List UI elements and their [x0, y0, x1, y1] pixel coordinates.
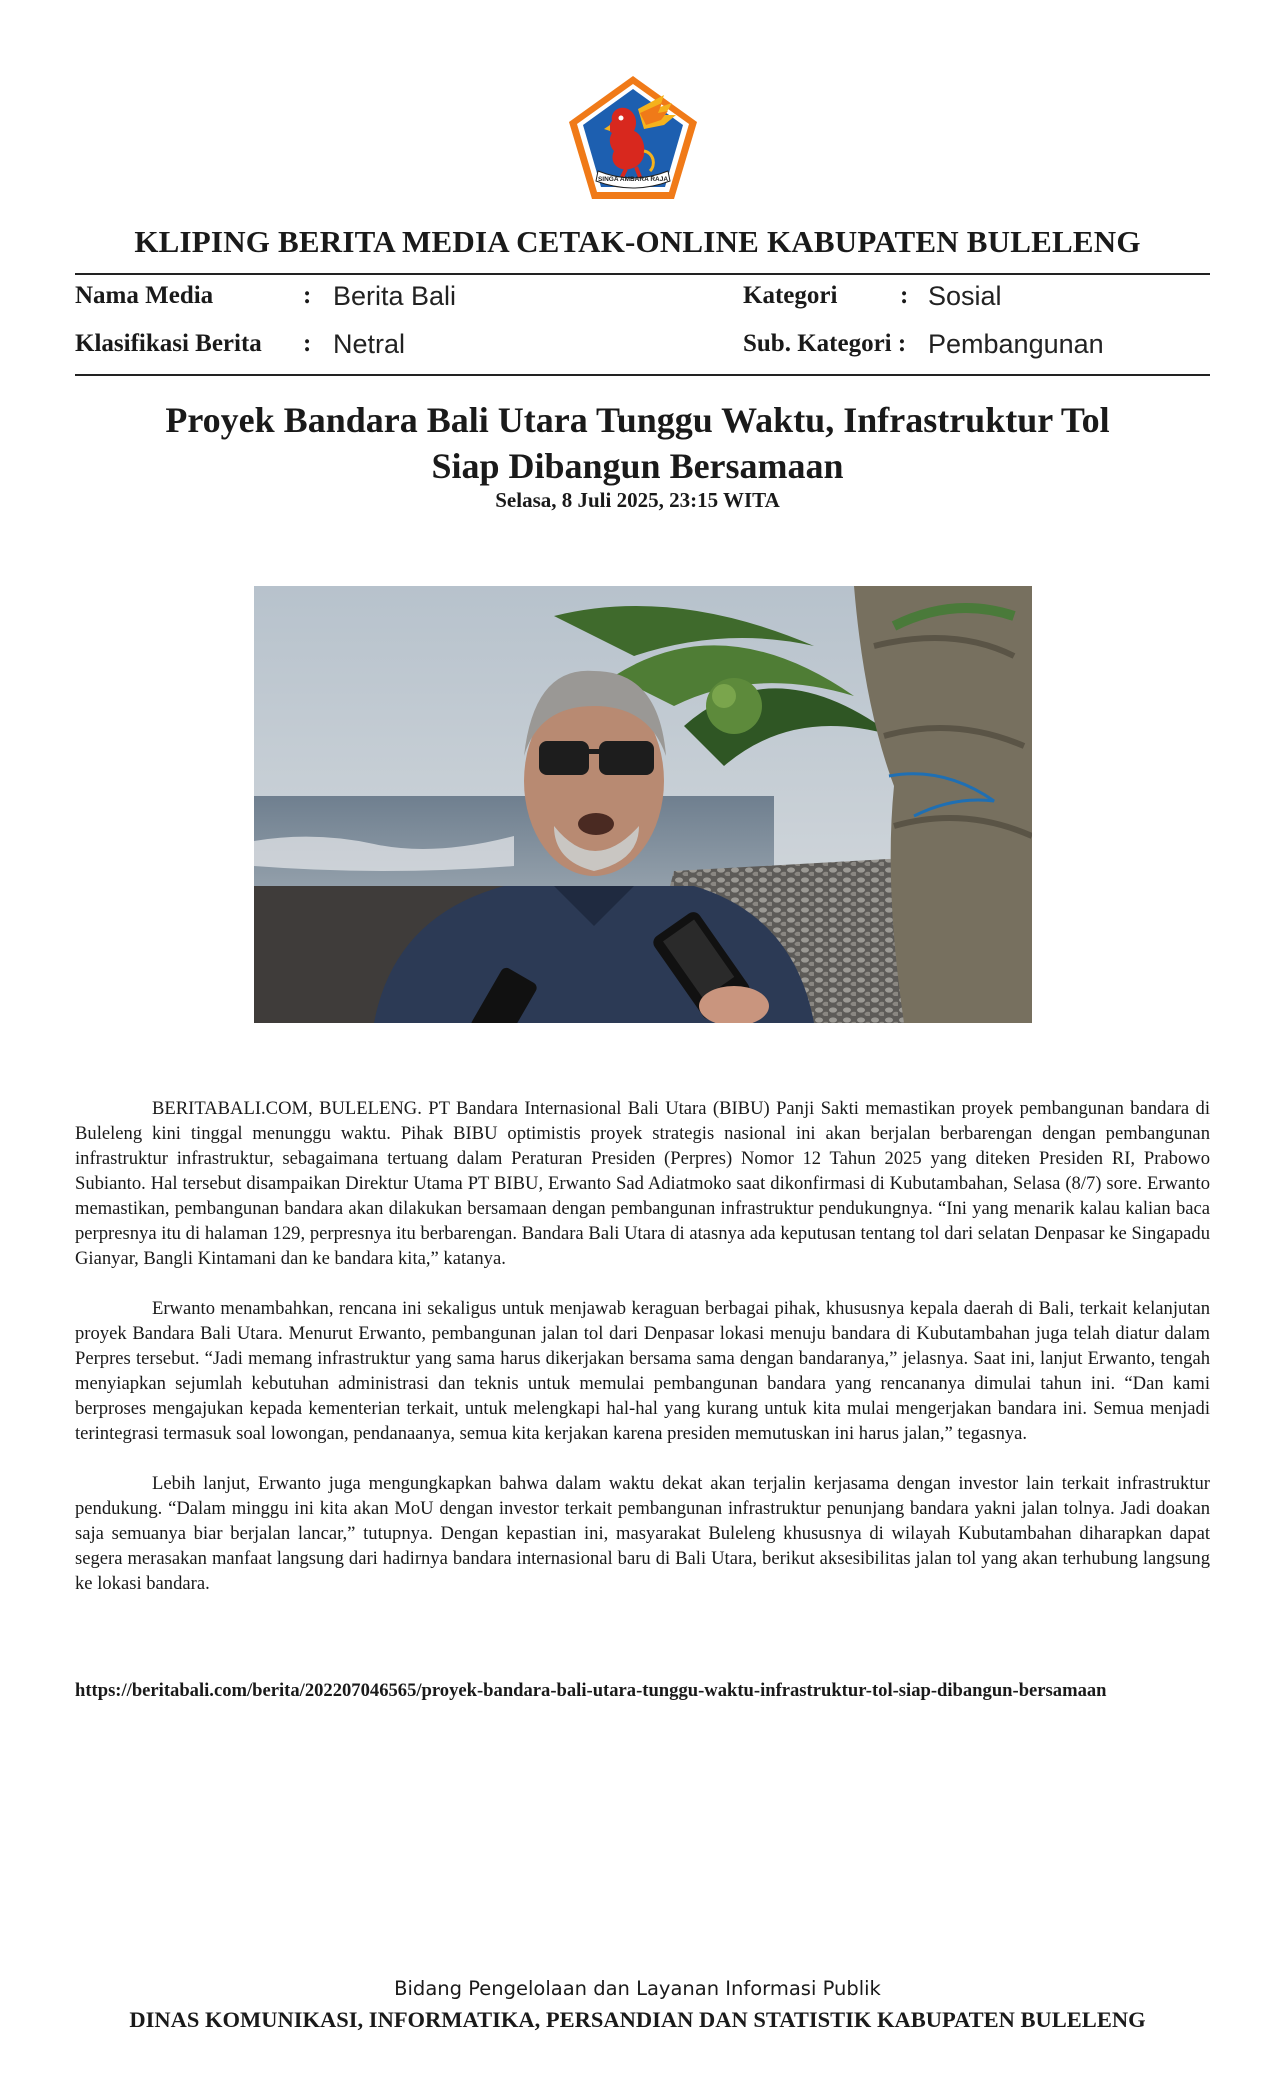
buleleng-crest-logo	[566, 73, 700, 203]
footer-agency: DINAS KOMUNIKASI, INFORMATIKA, PERSANDIAN DAN STATISTIK KABUPATEN BULELENG	[129, 2007, 1146, 2032]
page-title: KLIPING BERITA MEDIA CETAK-ONLINE KABUPATEN BULELENG	[134, 224, 1141, 259]
crest-ribbon-text: SINGA AMBARA RAJA	[597, 176, 669, 183]
classification-label: Klasifikasi Berita	[75, 330, 262, 357]
article-body	[75, 1096, 1210, 1621]
header-divider-bottom	[75, 374, 1210, 376]
classification-value: Netral	[333, 329, 406, 359]
category-colon: :	[900, 282, 909, 309]
media-name-label: Nama Media	[75, 282, 214, 309]
category-label: Kategori	[743, 282, 838, 309]
header-divider-top	[75, 273, 1210, 275]
article-photo	[254, 586, 1032, 1023]
article-dateline: Selasa, 8 Juli 2025, 23:15 WITA	[495, 488, 780, 512]
classification-colon: :	[303, 330, 312, 357]
subcategory-value: Pembangunan	[928, 329, 1104, 359]
media-name-colon: :	[303, 282, 312, 309]
headline-line-2: Siap Dibangun Bersamaan	[431, 446, 844, 486]
article-paragraph: BERITABALI.COM, BULELENG. PT Bandara Internasional Bali Utara (BIBU) Panji Sakti memastikan proyek pembangunan bandara di Buleleng kini tinggal menunggu waktu. Pihak BIBU optimistis proyek strategis nasional ini akan berjalan berbarengan dengan pembangunan infrastruktur infrastruktur, sebagaimana tertuang dalam Peraturan Presiden (Perpres) Nomor 12 Tahun 2025 yang diteken Presiden RI, Prabowo Subianto. Hal tersebut disampaikan Direktur Utama PT BIBU, Erwanto Sad Adiatmoko saat dikonfirmasi di Kubutambahan, Selasa (8/7) sore. Erwanto memastikan, pembangunan bandara akan dilakukan bersamaan dengan pembangunan infrastruktur pendukungnya. “Ini yang menarik kalau kalian baca perpresnya itu di halaman 129, perpresnya itu berbarengan. Bandara Bali Utara di atasnya ada keputusan tentang tol dari selatan Denpasar ke Singapadu Gianyar, Bangli Kintamani dan ke bandara kita,” katanya.	[75, 1098, 1210, 1269]
footer-division: Bidang Pengelolaan dan Layanan Informasi Publik	[394, 1977, 881, 2000]
headline-line-1: Proyek Bandara Bali Utara Tunggu Waktu, Infrastruktur Tol	[165, 400, 1110, 440]
source-url-link[interactable]: https://beritabali.com/berita/202207046565/proyek-bandara-bali-utara-tunggu-waktu-infrastruktur-tol-siap-dibangun-bersamaan	[75, 1680, 1107, 1701]
article-headline	[120, 397, 1155, 489]
category-value: Sosial	[928, 281, 1002, 311]
media-name-value: Berita Bali	[333, 281, 457, 311]
subcategory-label: Sub. Kategori :	[743, 330, 907, 357]
article-paragraph: Lebih lanjut, Erwanto juga mengungkapkan bahwa dalam waktu dekat akan terjalin kerjasama dengan investor lain terkait infrastruktur pendukung. “Dalam minggu ini kita akan MoU dengan investor terkait pembangunan infrastruktur penunjang bandara yakni jalan tolnya. Jadi doakan saja semuanya biar berjalan lancar,” tutupnya. Dengan kepastian ini, masyarakat Buleleng khususnya di wilayah Kubutambahan diharapkan dapat segera merasakan manfaat langsung dari hadirnya bandara internasional baru di Bali Utara, berikut aksesibilitas jalan tol yang akan terhubung langsung ke lokasi bandara.	[75, 1473, 1210, 1594]
article-paragraph: Erwanto menambahkan, rencana ini sekaligus untuk menjawab keraguan berbagai pihak, khususnya kepala daerah di Bali, terkait kelanjutan proyek Bandara Bali Utara. Menurut Erwanto, pembangunan jalan tol dari Denpasar lokasi menuju bandara di Kubutambahan juga telah diatur dalam Perpres tersebut. “Jadi memang infrastruktur yang sama harus dikerjakan bersama sama dengan bandaranya,” jelasnya. Saat ini, lanjut Erwanto, tengah menyiapkan sejumlah kebutuhan administrasi dan teknis untuk memulai pembangunan bandara yang rencananya dimulai tahun ini. “Dan kami berproses mengajukan kepada kementerian terkait, untuk melengkapi hal-hal yang kurang untuk kita mulai mengerjakan bandara ini. Semua menjadi terintegrasi termasuk soal lowongan, pendanaanya, semua kita kerjakan karena presiden memutuskan ini harus jalan,” tegasnya.	[75, 1298, 1210, 1444]
